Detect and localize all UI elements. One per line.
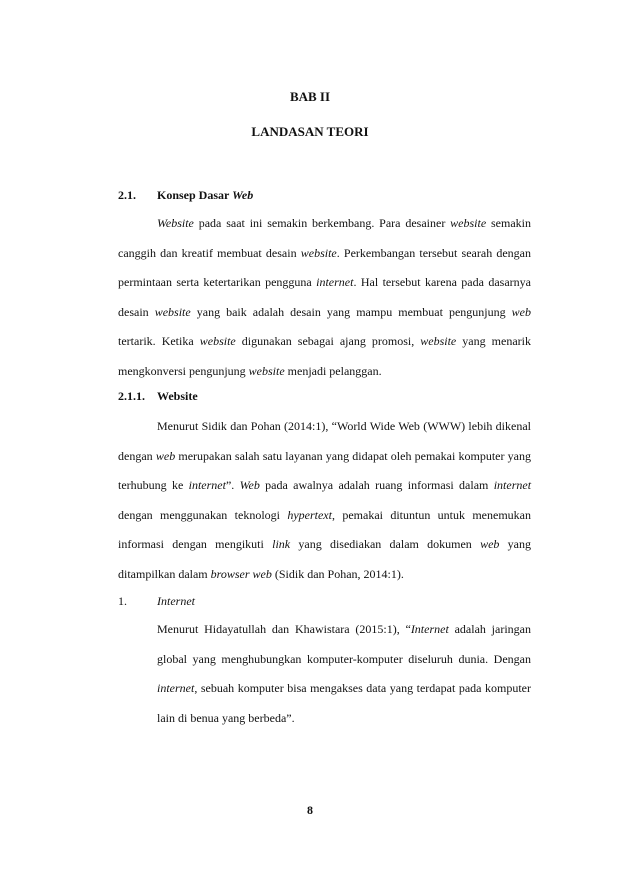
text-run: yang baik adalah desain yang mampu membuat pengunjung	[190, 304, 512, 319]
italic-term: website	[199, 334, 236, 348]
italic-term: link	[272, 537, 291, 551]
text-run: pada awalnya adalah ruang informasi dalam	[259, 478, 494, 492]
subsection-title: Website	[157, 389, 198, 403]
italic-term: web	[511, 304, 532, 319]
italic-term: website	[300, 245, 337, 260]
italic-term: website	[154, 304, 191, 319]
subsection-paragraph	[118, 412, 531, 589]
italic-term: internet	[157, 681, 195, 695]
text-run: pada saat ini semakin berkembang. Para desainer	[193, 216, 451, 230]
section-paragraph	[118, 209, 531, 386]
text-run: , pemakai dituntun untuk menemukan informasi dengan mengikuti	[118, 507, 531, 551]
italic-term: internet	[316, 275, 354, 289]
text-run: yang ditampilkan dalam	[118, 537, 531, 581]
italic-term: Internet	[410, 622, 449, 636]
italic-term: Website	[157, 216, 194, 230]
chapter-title: LANDASAN TEORI	[251, 124, 369, 139]
text-run: digunakan sebagai ajang promosi,	[235, 334, 421, 348]
text-run: semakin canggih dan kreatif membuat desain	[118, 216, 531, 260]
text-run: ”.	[225, 478, 240, 492]
text-run: adalah jaringan global yang menghubungkan komputer-komputer diseluruh dunia. Dengan	[157, 622, 531, 666]
italic-term: hypertext	[287, 507, 332, 522]
text-run: menjadi pelanggan.	[284, 363, 382, 378]
section-title-italic: Web	[232, 188, 254, 202]
list-item-paragraph	[157, 615, 531, 733]
italic-term: website	[248, 363, 285, 378]
text-run: yang menarik mengkonversi pengunjung	[118, 334, 531, 378]
paragraph-konsep-dasar-web	[118, 209, 531, 386]
text-run: (Sidik dan Pohan, 2014:1).	[271, 566, 404, 581]
italic-term: internet	[493, 478, 532, 492]
text-run: . Perkembangan tersebut searah dengan permintaan serta ketertarikan pengguna	[118, 245, 532, 289]
page-number: 8	[307, 803, 313, 817]
text-run: tertarik. Ketika	[118, 334, 200, 348]
text-run: Menurut Hidayatullah dan Khawistara (2015:1), “	[157, 622, 411, 636]
text-run: Menurut Sidik dan Pohan (2014:1), “World Wide Web (WWW) lebih dikenal dengan	[118, 419, 531, 463]
subsection-number: 2.1.1.	[118, 389, 145, 403]
text-run: . Hal tersebut karena pada dasarnya desain	[118, 275, 531, 319]
chapter-number: BAB II	[289, 89, 331, 104]
italic-term: Web	[239, 478, 260, 492]
list-item-number: 1.	[118, 594, 127, 608]
paragraph-internet	[157, 615, 531, 733]
list-item-title: Internet	[157, 594, 195, 608]
text-run: merupakan salah satu layanan yang didapat oleh pemakai komputer yang terhubung ke	[118, 448, 531, 492]
section-title-plain: Konsep Dasar	[157, 188, 233, 202]
text-run: , sebuah komputer bisa mengakses data yang terdapat pada komputer lain di benua yang berbeda”.	[157, 681, 531, 725]
italic-term: website	[420, 334, 457, 348]
text-run: dengan menggunakan teknologi	[118, 507, 288, 522]
italic-term: web	[480, 537, 500, 551]
section-title	[157, 188, 253, 203]
italic-term: internet	[188, 478, 226, 492]
italic-term: website	[450, 216, 487, 230]
italic-term: browser web	[210, 566, 272, 581]
italic-term: web	[155, 448, 176, 463]
paragraph-website	[118, 412, 531, 589]
text-run: yang disediakan dalam dokumen	[290, 537, 481, 551]
section-number: 2.1.	[118, 188, 136, 202]
